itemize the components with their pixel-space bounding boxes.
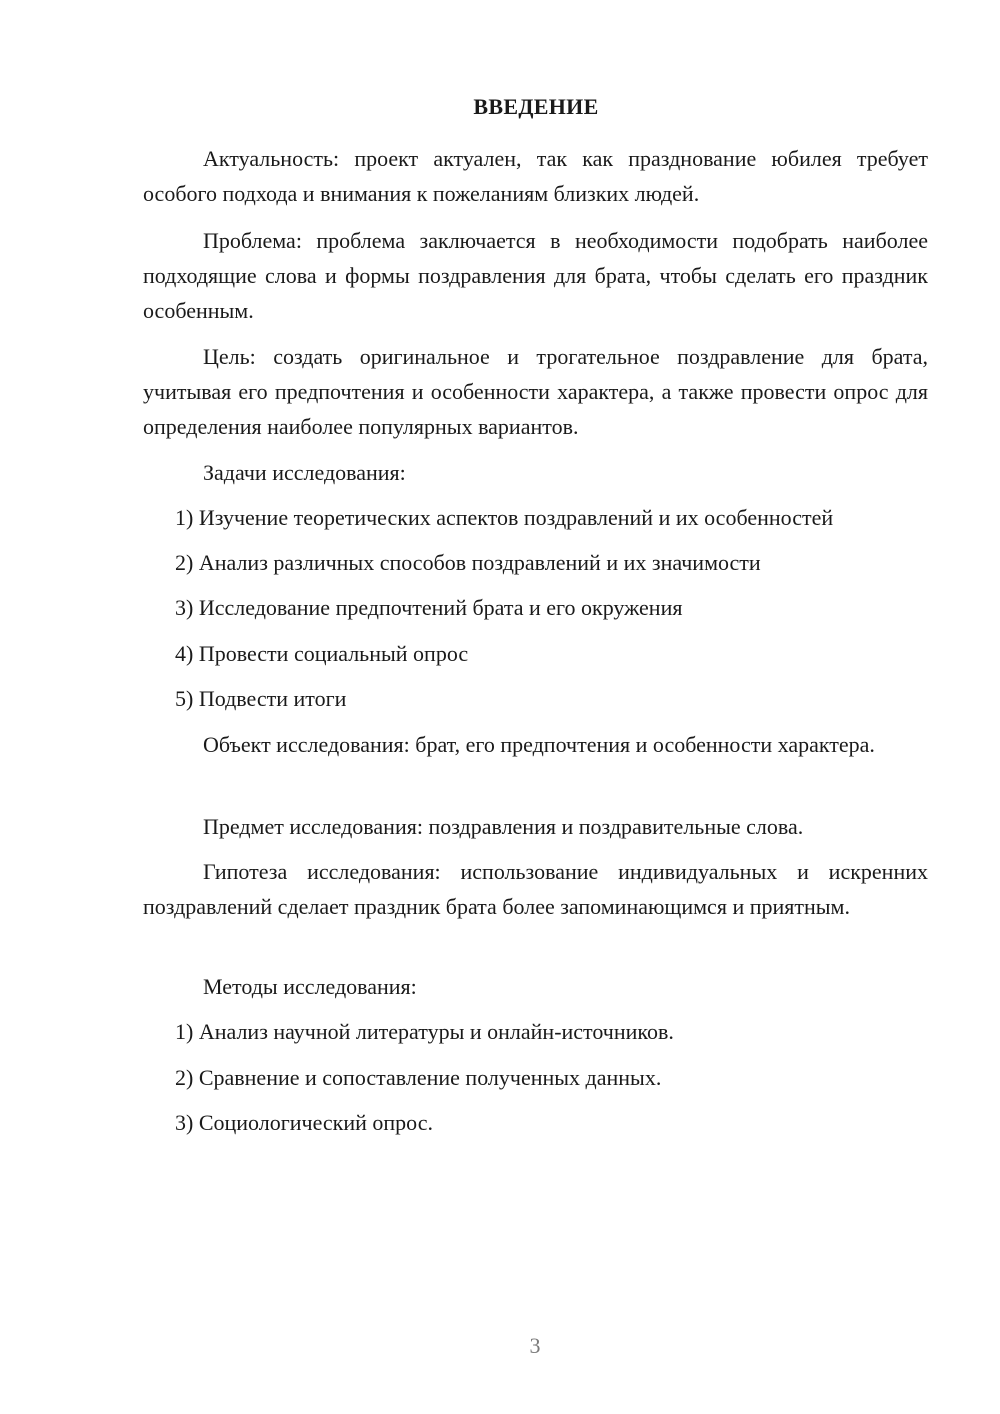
tasks-heading: Задачи исследования: — [203, 460, 406, 485]
page-number: 3 — [529, 1333, 541, 1358]
task-item: 1) Изучение теоретических аспектов поздравлений и их особенностей — [175, 505, 834, 530]
object-paragraph: Объект исследования: брат, его предпочтения и особенности характера. — [203, 732, 875, 757]
page-title: ВВЕДЕНИЕ — [473, 94, 599, 119]
goal-paragraph: Цель: создать оригинальное и трогательное поздравление для брата, учитывая его предпочтения и особенности характера, а также провести опрос для определения наиболее популярных вариантов. — [143, 344, 928, 439]
subject-paragraph: Предмет исследования: поздравления и поздравительные слова. — [203, 814, 804, 839]
method-item: 1) Анализ научной литературы и онлайн-источников. — [175, 1019, 674, 1044]
methods-heading: Методы исследования: — [203, 974, 417, 999]
method-item: 3) Социологический опрос. — [175, 1110, 433, 1135]
task-item: 2) Анализ различных способов поздравлений и их значимости — [175, 550, 761, 575]
problem-paragraph: Проблема: проблема заключается в необходимости подобрать наиболее подходящие слова и формы поздравления для брата, чтобы сделать его праздник особенным. — [143, 228, 928, 323]
task-item: 4) Провести социальный опрос — [175, 641, 469, 666]
method-item: 2) Сравнение и сопоставление полученных данных. — [175, 1065, 662, 1090]
relevance-paragraph: Актуальность: проект актуален, так как празднование юбилея требует особого подхода и внимания к пожеланиям близких людей. — [143, 146, 928, 206]
task-item: 3) Исследование предпочтений брата и его окружения — [175, 595, 683, 620]
task-item: 5) Подвести итоги — [175, 686, 347, 711]
hypothesis-paragraph: Гипотеза исследования: использование индивидуальных и искренних поздравлений сделает праздник брата более запоминающимся и приятным. — [143, 859, 928, 919]
